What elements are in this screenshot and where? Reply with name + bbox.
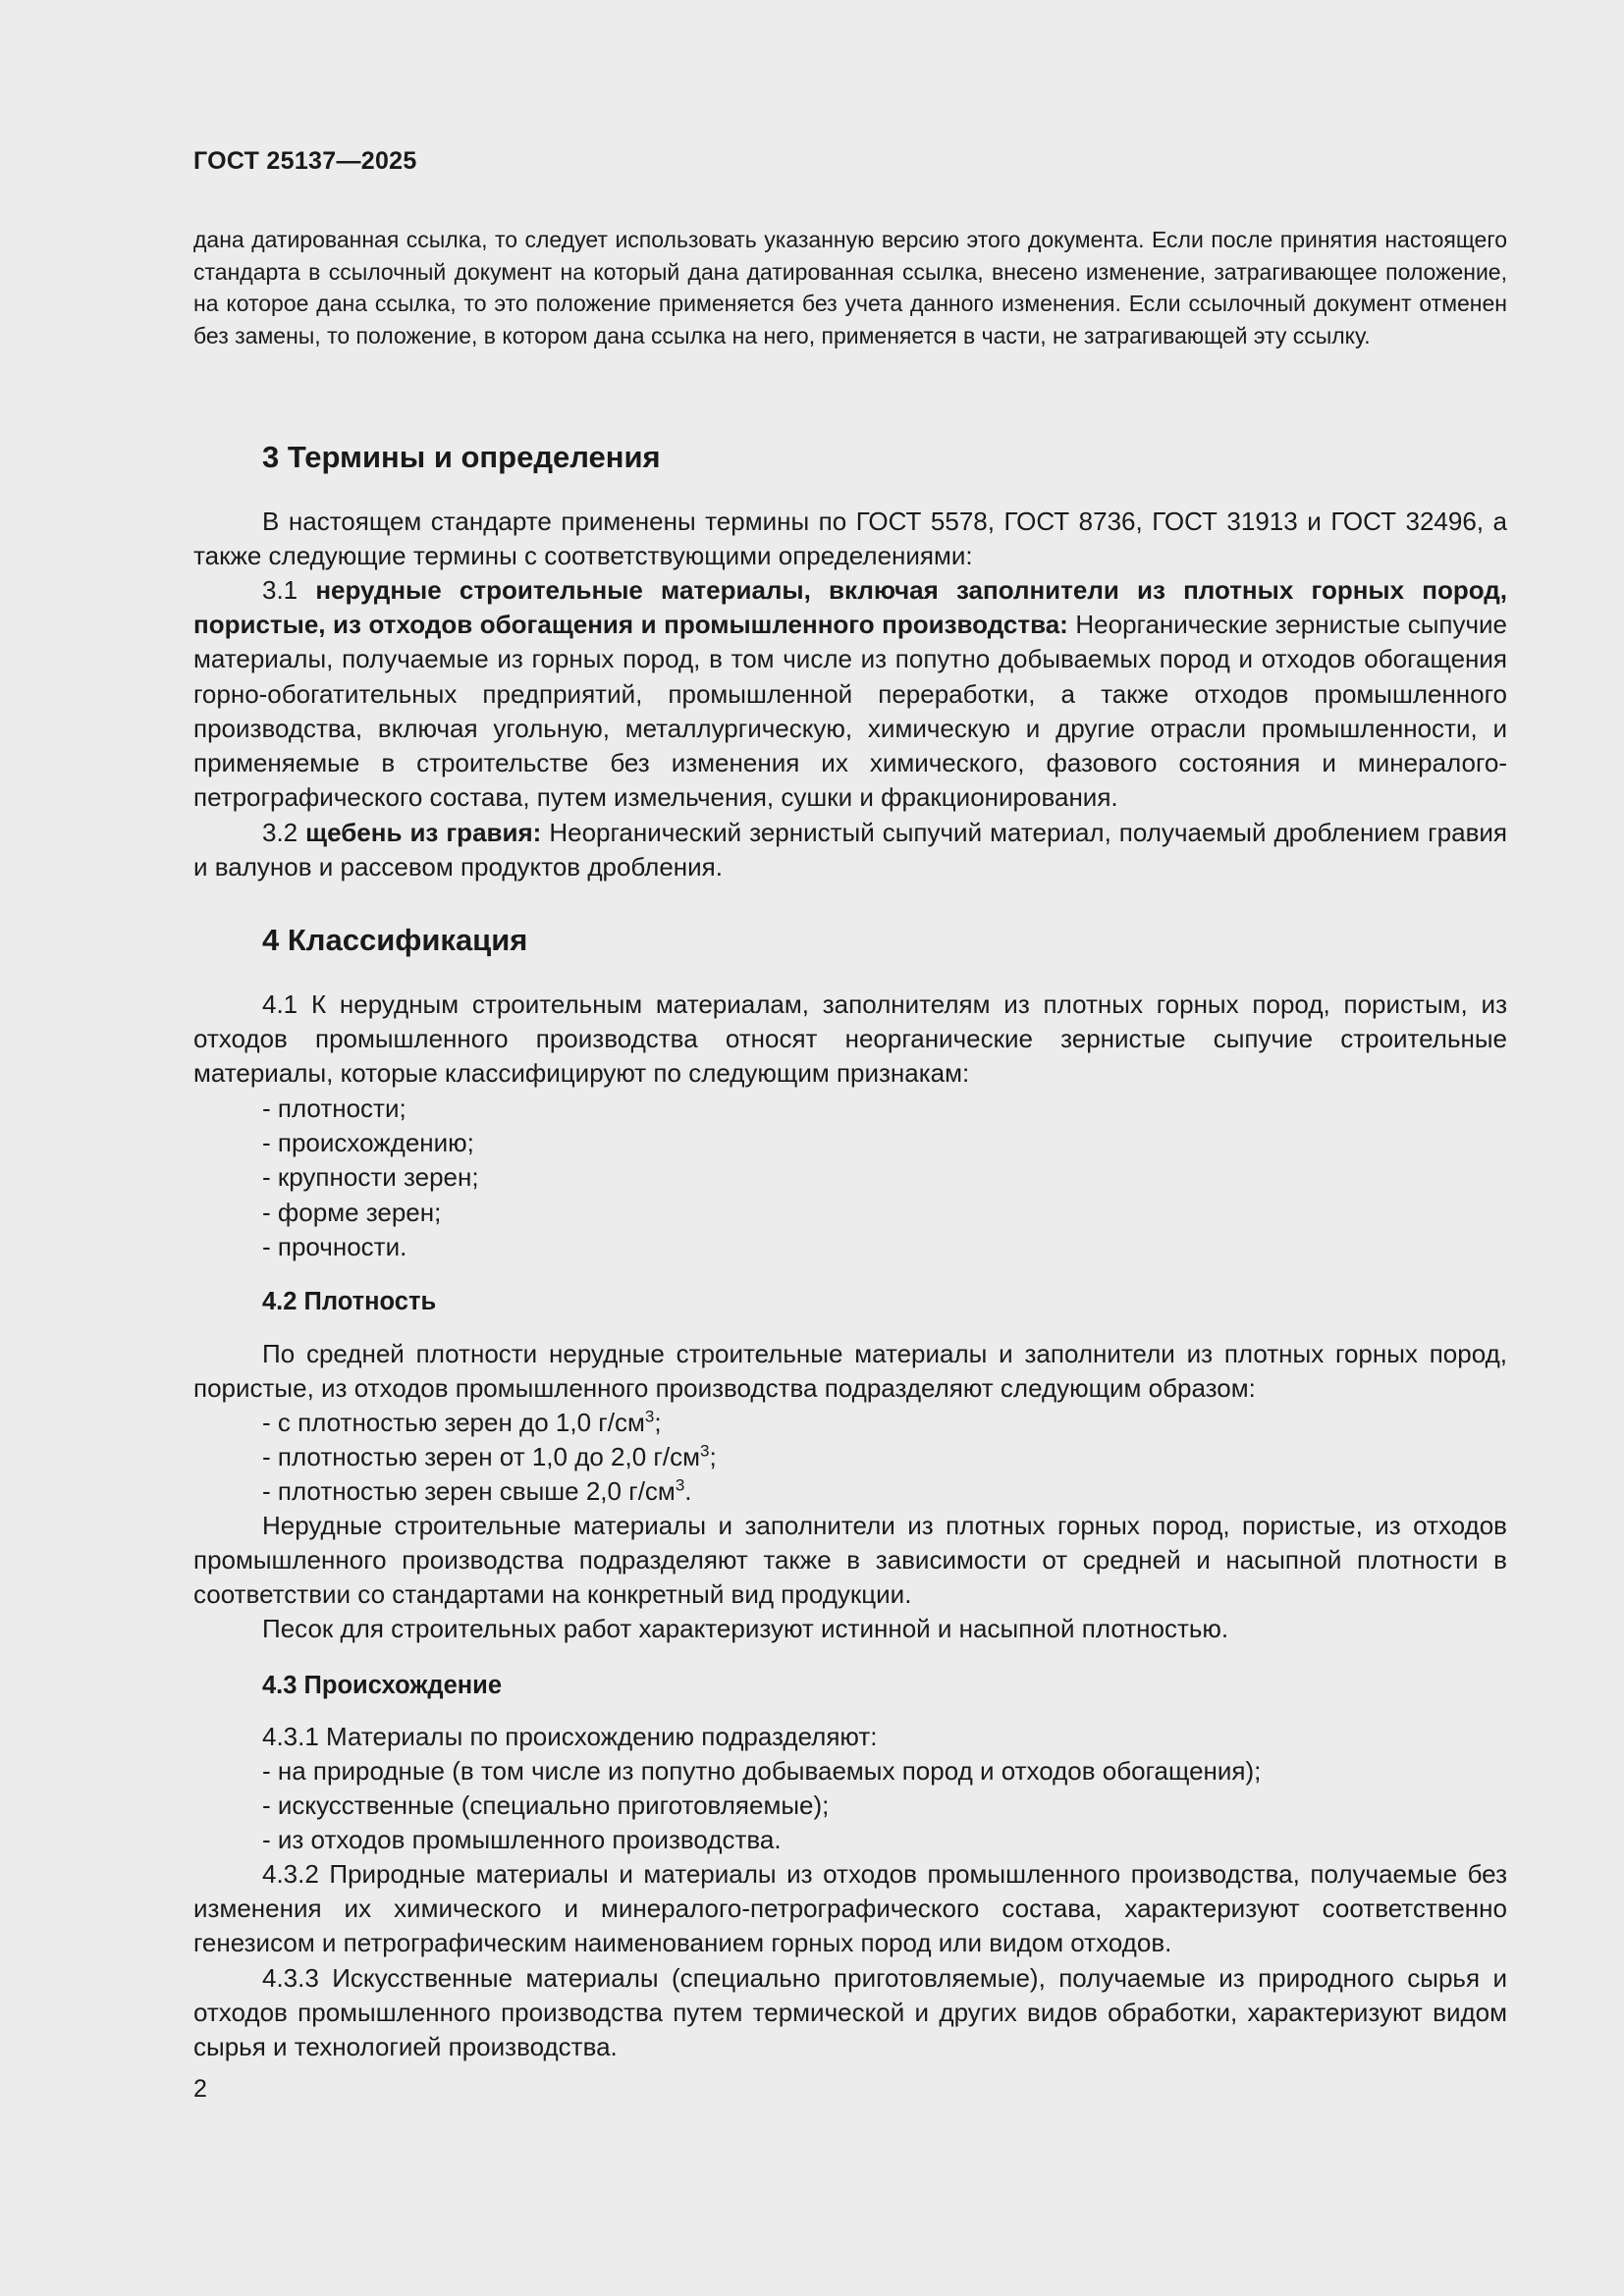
list-item-end: . (684, 1476, 692, 1507)
page-number: 2 (193, 2075, 207, 2103)
list-item: - на природные (в том числе из попутно добываемых пород и отходов обогащения); (262, 1756, 1262, 1786)
paragraph-4-3-2: 4.3.2 Природные материалы и материалы из отходов промышленного производства, получаемые без изменения их химического и минералого-петрографического состава, характеризуют соответственно генезисом и петрографическим наименованием горных пород или видом отходов. (193, 1859, 1507, 1958)
paragraph-4-2-3: Песок для строительных работ характеризуют истинной и насыпной плотностью. (262, 1614, 1229, 1643)
document-header: ГОСТ 25137—2025 (193, 147, 417, 175)
list-item-text: - плотностью зерен от 1,0 до 2,0 г/см (262, 1442, 700, 1472)
list-item: - искусственные (специально приготовляемые); (262, 1790, 830, 1821)
origin-list (193, 1754, 1507, 1858)
list-item (262, 1440, 1507, 1474)
paragraph-4-2-1: По средней плотности нерудные строительные материалы и заполнители из плотных горных пород, пористые, из отходов промышленного производства подразделяют следующим образом: (193, 1339, 1507, 1404)
term-number: 3.1 (262, 575, 298, 605)
intro-paragraph: дана датированная ссылка, то следует использовать указанную версию этого документа. Если после принятия настоящего стандарта в ссылочный документ на который дана датированная ссылка, внесено изменение, затрагивающее положение, на которое дана ссылка, то это положение применяется без учета данного изменения. Если ссылочный документ отменен без замены, то положение, в котором дана ссылка на него, применяется в части, не затрагивающей эту ссылку. (193, 227, 1507, 348)
subsection-4-2-heading: 4.2 Плотность (262, 1288, 437, 1315)
paragraph-4-1: 4.1 К нерудным строительным материалам, заполнителям из плотных горных пород, пористым, из отходов промышленного производства относят неорганические зернистые сыпучие строительные материалы, которые классифицируют по следующим признакам: (193, 989, 1507, 1089)
paragraph-4-3-3: 4.3.3 Искусственные материалы (специально приготовляемые), получаемые из природного сырья и отходов промышленного производства путем термической и других видов обработки, характеризуют видом сырья и технологией производства. (193, 1963, 1507, 2062)
list-item-text: - с плотностью зерен до 1,0 г/см (262, 1408, 645, 1437)
paragraph-4-3-1: 4.3.1 Материалы по происхождению подразделяют: (262, 1722, 878, 1751)
term-3-2 (193, 816, 1507, 884)
subsection-4-3-heading: 4.3 Происхождение (262, 1672, 503, 1699)
term-name: щебень из гравия: (305, 818, 542, 847)
list-item: - прочности. (262, 1231, 407, 1261)
list-item-end: ; (654, 1408, 662, 1437)
list-item (262, 1406, 1507, 1440)
classification-list (193, 1092, 1507, 1264)
list-item: - крупности зерен; (262, 1162, 479, 1193)
density-list (193, 1406, 1507, 1510)
paragraph-4-2-2: Нерудные строительные материалы и заполнители из плотных горных пород, пористые, из отходов промышленного производства подразделяют также в зависимости от средней и насыпной плотности в соответствии со стандартами на конкретный вид продукции. (193, 1511, 1507, 1610)
term-number: 3.2 (262, 818, 298, 847)
list-item: - из отходов промышленного производства. (262, 1825, 782, 1855)
list-item: - форме зерен; (262, 1197, 442, 1227)
term-name: нерудные строительные материалы, включая заполнители из плотных горных пород, пористые, из отходов обогащения и промышленного производства: (193, 575, 1507, 640)
list-item-text: - плотностью зерен свыше 2,0 г/см (262, 1476, 676, 1507)
section-4-heading: 4 Классификация (262, 923, 528, 957)
section-3-heading: 3 Термины и определения (262, 440, 661, 474)
superscript: 3 (644, 1407, 655, 1426)
list-item (262, 1474, 1507, 1509)
superscript: 3 (700, 1441, 710, 1461)
superscript: 3 (675, 1475, 685, 1495)
term-definition: Неорганический зернистый сыпучий материал, получаемый дроблением гравия и валунов и рассевом продуктов дробления. (193, 818, 1507, 882)
section-3-intro: В настоящем стандарте применены термины по ГОСТ 5578, ГОСТ 8736, ГОСТ 31913 и ГОСТ 32496, а также следующие термины с соответствующими определениями: (193, 507, 1507, 571)
term-3-1 (193, 573, 1507, 815)
list-item-end: ; (709, 1442, 717, 1472)
list-item: - плотности; (262, 1094, 406, 1123)
term-definition: Неорганические зернистые сыпучие материалы, получаемые из горных пород, в том числе из попутно добываемых пород и отходов обогащения горно-обогатительных предприятий, промышленной переработки, а также отходов промышленного производства, включая угольную, металлургическую, химическую и другие отрасли промышленности, и применяемые в строительстве без изменения их химического, фазового состояния и минералого-петрографического состава, путем измельчения, сушки и фракционирования. (193, 610, 1507, 813)
list-item: - происхождению; (262, 1128, 474, 1158)
